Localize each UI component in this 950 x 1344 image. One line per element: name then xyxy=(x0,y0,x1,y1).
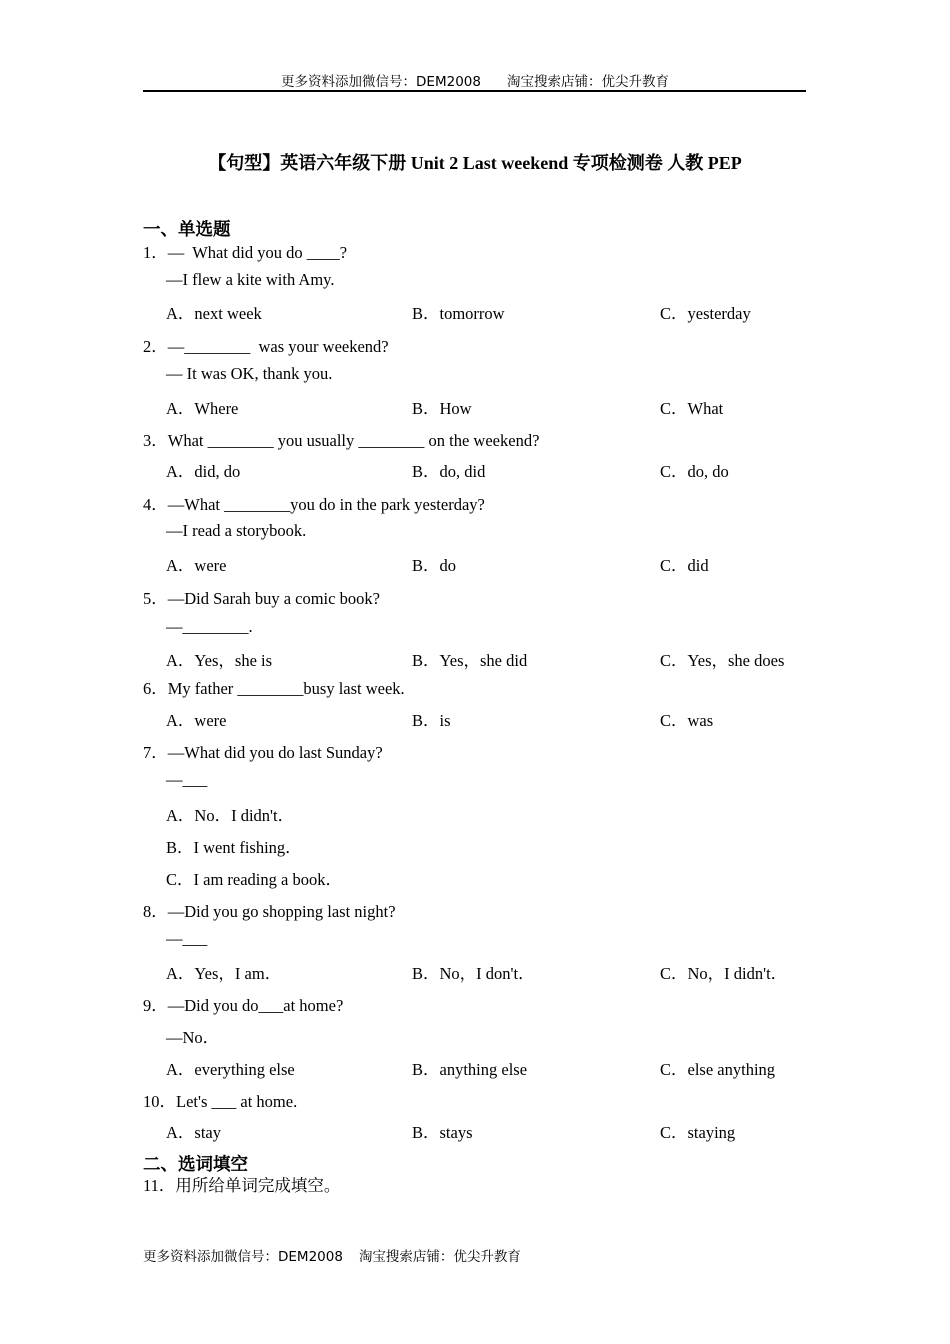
header-shop: 淘宝搜索店铺：优尖升教育 xyxy=(506,74,669,90)
question-line: —___ xyxy=(166,929,208,948)
question-line: —I flew a kite with Amy. xyxy=(166,270,335,289)
question-stem: 10．Let's ___ at home. xyxy=(143,1092,298,1111)
option-b: B．do, did xyxy=(412,462,486,481)
question-stem: 8．—Did you go shopping last night? xyxy=(143,902,396,921)
option-a: A．were xyxy=(166,711,227,730)
option-b: B．do xyxy=(412,556,457,575)
option-a: A．Yes，I am． xyxy=(166,964,282,983)
option-a: A．No．I didn't． xyxy=(166,806,295,825)
section-heading: 二、选词填空 xyxy=(143,1155,248,1175)
header-wechat: 更多资料添加微信号：DEM2008 xyxy=(281,74,481,90)
question-stem: 11．用所给单词完成填空。 xyxy=(143,1176,341,1195)
question-line: —________. xyxy=(166,617,253,636)
question-stem: 5．—Did Sarah buy a comic book? xyxy=(143,589,380,608)
question-stem: 7．—What did you do last Sunday? xyxy=(143,743,383,762)
option-a: A．everything else xyxy=(166,1060,295,1079)
header-rule xyxy=(143,90,806,92)
option-a: A．next week xyxy=(166,304,262,323)
question-stem: 3．What ________ you usually ________ on the weekend? xyxy=(143,431,540,450)
option-a: A．stay xyxy=(166,1123,221,1142)
option-c: C．else anything xyxy=(660,1060,776,1079)
option-c: C．was xyxy=(660,711,714,730)
question-line: — It was OK, thank you. xyxy=(166,364,333,383)
option-b: B．How xyxy=(412,399,472,418)
question-line: —I read a storybook. xyxy=(166,521,307,540)
option-c: C．do, do xyxy=(660,462,729,481)
option-c: C．No，I didn't． xyxy=(660,964,788,983)
question-stem: 1．— What did you do ____? xyxy=(143,243,348,262)
option-b: B．No，I don't． xyxy=(412,964,535,983)
option-c: C．yesterday xyxy=(660,304,751,323)
question-stem: 6．My father ________busy last week. xyxy=(143,679,405,698)
footer-shop: 淘宝搜索店铺：优尖升教育 xyxy=(358,1249,521,1265)
option-c: C．What xyxy=(660,399,724,418)
question-stem: 4．—What ________you do in the park yesterday? xyxy=(143,495,485,514)
option-b: B．is xyxy=(412,711,451,730)
question-stem: 2．—________ was your weekend? xyxy=(143,337,389,356)
footer-wechat: 更多资料添加微信号：DEM2008 xyxy=(143,1249,343,1265)
option-b: B．I went fishing． xyxy=(166,838,302,857)
option-c: C．did xyxy=(660,556,709,575)
option-a: A．Yes，she is xyxy=(166,651,273,670)
option-c: C．staying xyxy=(660,1123,736,1142)
question-line: —No． xyxy=(166,1028,220,1047)
option-c: C．I am reading a book． xyxy=(166,870,342,889)
option-b: B．stays xyxy=(412,1123,473,1142)
option-a: A．did, do xyxy=(166,462,241,481)
option-b: B．Yes，she did xyxy=(412,651,528,670)
option-b: B．anything else xyxy=(412,1060,528,1079)
option-a: A．Where xyxy=(166,399,239,418)
page-header xyxy=(0,70,950,90)
option-c: C．Yes，she does xyxy=(660,651,785,670)
question-line: —___ xyxy=(166,770,208,789)
question-stem: 9．—Did you do___at home? xyxy=(143,996,344,1015)
page-title: 【句型】英语六年级下册 Unit 2 Last weekend 专项检测卷 人教 PEP xyxy=(208,153,742,173)
option-a: A．were xyxy=(166,556,227,575)
option-b: B．tomorrow xyxy=(412,304,505,323)
page-footer xyxy=(143,1245,521,1265)
section-heading: 一、单选题 xyxy=(143,220,231,240)
